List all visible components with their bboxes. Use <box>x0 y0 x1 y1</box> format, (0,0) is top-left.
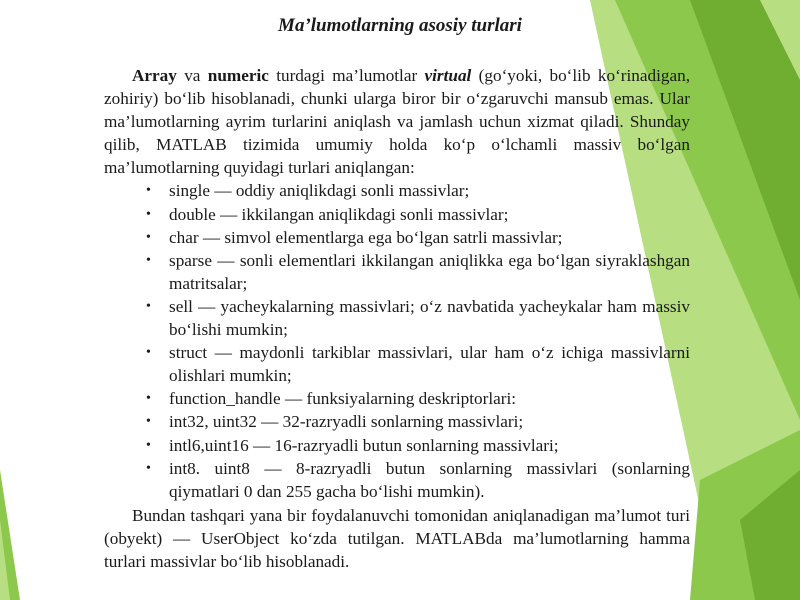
list-item: • sparse — sonli elementlari ikkilangan aniqlikka ega bo‘lgan siyraklashgan matritsalar; <box>146 250 690 293</box>
list-item: • single — oddiy aniqlikdagi sonli massivlar; <box>169 179 690 202</box>
list-item: • struct — maydonli tarkiblar massivlari, ular ham o‘z ichiga massivlarni olishlari mumkin; <box>146 343 690 386</box>
term-numeric: numeric <box>207 66 269 85</box>
bullet-icon: • <box>146 437 151 453</box>
list-item: • int8. uint8 — 8-razryadli butun sonlarning massivlari (sonlarning qiymatlari 0 dan 255 gacha bo‘lishi mumkin). <box>146 458 690 501</box>
bullet-icon: • <box>146 298 151 314</box>
bullet-icon: • <box>146 183 151 199</box>
bullet-icon: • <box>146 206 151 222</box>
list-item: • char — simvol elementlarga ega bo‘lgan satrli massivlar; <box>169 226 690 249</box>
term-virtual: virtual <box>424 66 472 85</box>
types-list <box>104 179 690 502</box>
list-item: • int32, uint32 — 32-razryadli sonlarning massivlari; <box>169 410 690 433</box>
list-item: • intl6,uint16 — 16-razryadli butun sonlarning massivlari; <box>169 434 690 457</box>
bullet-icon: • <box>146 345 151 361</box>
list-item: • function_handle — funksiyalarning deskriptorlari: <box>169 387 690 410</box>
outro-paragraph: Bundan tashqari yana bir foydalanuvchi tomonidan aniqlanadigan ma’lumot turi (obyekt) — UserObject ko‘zda tutilgan. MATLABda ma’lumotlarning hamma turlari massivlar bo‘lib hisoblanadi. <box>104 505 690 571</box>
bullet-icon: • <box>146 460 151 476</box>
slide-title: Ma’lumotlarning asosiy turlari <box>278 15 522 36</box>
slide-body <box>104 64 690 573</box>
bullet-icon: • <box>146 414 151 430</box>
bullet-icon: • <box>146 229 151 245</box>
term-array: Array <box>132 66 177 85</box>
intro-paragraph: Array va numeric turdagi ma’lumotlar virtual (go‘yoki, bo‘lib ko‘rinadigan, zohiriy) bo‘lib hisoblanadi, chunki ularga biror bir o‘zgaruvchi mansub emas. Ular ma’lumotlarning ayrim turlarini aniqlash va jamlash uchun xizmat qiladi. Shunday qilib, MATLAB tizimida umumiy holda ko‘p o‘lchamli massiv bo‘lgan ma’lumotlarning quyidagi turlari aniqlangan: <box>104 66 690 178</box>
list-item: • double — ikkilangan aniqlikdagi sonli massivlar; <box>169 203 690 226</box>
list-item: • sell — yacheykalarning massivlari; o‘z navbatida yacheykalar ham massiv bo‘lishi mumkin; <box>146 296 690 340</box>
bullet-icon: • <box>146 391 151 407</box>
bullet-icon: • <box>146 252 151 268</box>
